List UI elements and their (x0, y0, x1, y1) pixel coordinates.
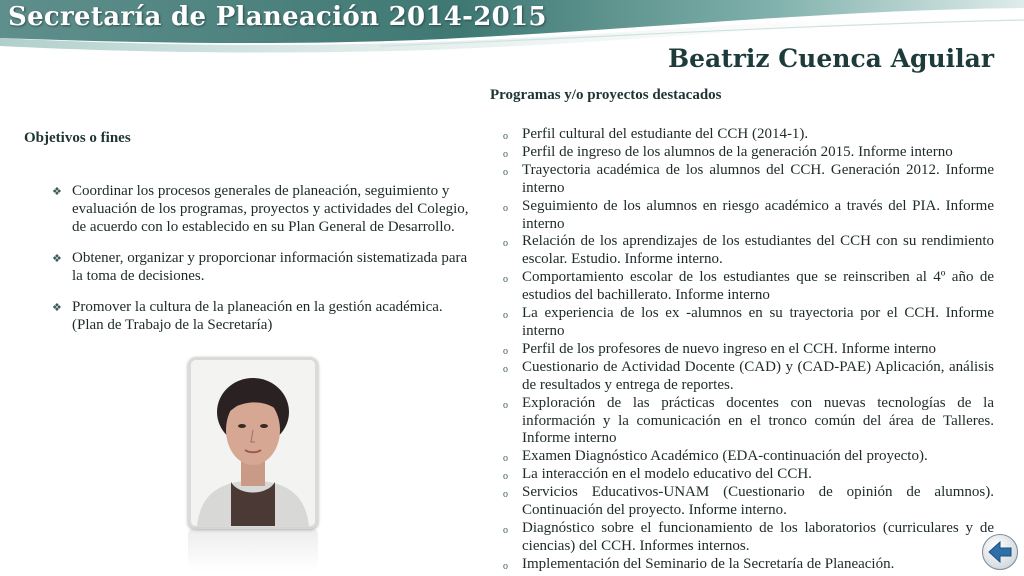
program-text: Seguimiento de los alumnos en riesgo académico a través del PIA. Informe interno (522, 197, 994, 232)
program-text: La interacción en el modelo educativo del CCH. (522, 466, 812, 483)
program-text: Perfil de ingreso de los alumnos de la generación 2015. Informe interno (522, 143, 953, 160)
program-item (503, 126, 994, 144)
programs-heading: Programas y/o proyectos destacados (490, 87, 722, 103)
program-text: Diagnóstico sobre el funcionamiento de los laboratorios (curriculares y de ciencias) del CCH. Informes internos. (522, 519, 994, 554)
program-text: Implementación del Seminario de la Secretaría de Planeación. (522, 555, 895, 572)
photo-reflection (188, 527, 318, 571)
back-arrow-icon (981, 533, 1019, 571)
program-text: Examen Diagnóstico Académico (EDA-continuación del proyecto). (522, 448, 928, 465)
circle-bullet-icon: o (503, 238, 508, 250)
portrait-photo (188, 357, 318, 529)
objective-text: Promover la cultura de la planeación en la gestión académica. (Plan de Trabajo de la Secretaría) (72, 299, 443, 333)
program-text: Exploración de las prácticas docentes con nuevas tecnologías de la información y la comunicación en el tronco común del área de Talleres. Informe interno (522, 394, 994, 447)
circle-bullet-icon: o (503, 471, 508, 483)
program-item (503, 359, 994, 395)
program-text: Trayectoria académica de los alumnos del CCH. Generación 2012. Informe interno (522, 161, 994, 196)
program-item (503, 556, 994, 574)
objectives-heading: Objetivos o fines (24, 130, 131, 146)
circle-bullet-icon: o (503, 274, 508, 286)
diamond-bullet-icon: ❖ (52, 302, 62, 314)
objective-item (52, 249, 472, 285)
program-text: Perfil de los profesores de nuevo ingreso en el CCH. Informe interno (522, 340, 937, 357)
program-item (503, 395, 994, 449)
program-item (503, 305, 994, 341)
program-text: La experiencia de los ex -alumnos en su trayectoria por el CCH. Informe interno (522, 305, 994, 339)
circle-bullet-icon: o (503, 524, 508, 536)
program-item (503, 466, 994, 484)
program-item (503, 269, 994, 305)
program-item (503, 233, 994, 269)
objective-item (52, 298, 472, 334)
circle-bullet-icon: o (503, 310, 508, 322)
circle-bullet-icon: o (503, 166, 508, 178)
circle-bullet-icon: o (503, 560, 508, 572)
program-item (503, 198, 994, 234)
circle-bullet-icon: o (503, 489, 508, 501)
header-title: Secretaría de Planeación 2014-2015 (8, 2, 547, 32)
circle-bullet-icon: o (503, 345, 508, 357)
back-button[interactable] (981, 533, 1019, 571)
portrait-illustration (191, 360, 315, 526)
circle-bullet-icon: o (503, 363, 508, 375)
objective-item (52, 182, 472, 236)
circle-bullet-icon: o (503, 399, 508, 411)
program-text: Servicios Educativos-UNAM (Cuestionario de opinión de alumnos). Continuación del proyecto. Informe interno. (522, 484, 994, 519)
program-item (503, 341, 994, 359)
circle-bullet-icon: o (503, 148, 508, 160)
program-item (503, 484, 994, 520)
program-text: Relación de los aprendizajes de los estudiantes del CCH con su rendimiento escolar. Estudio. Informe interno. (522, 233, 994, 268)
program-item (503, 448, 994, 466)
circle-bullet-icon: o (503, 453, 508, 465)
objective-text: Coordinar los procesos generales de planeación, seguimiento y evaluación de los programas, proyectos y actividades del Colegio, de acuerdo con lo establecido en su Plan General de Desarrollo. (72, 183, 469, 235)
program-text: Comportamiento escolar de los estudiantes que se reinscriben al 4º año de estudios del bachillerato. Informe interno (522, 269, 994, 304)
program-item (503, 144, 994, 162)
circle-bullet-icon: o (503, 202, 508, 214)
program-text: Cuestionario de Actividad Docente (CAD) y (CAD-PAE) Aplicación, análisis de resultados y entrega de reportes. (522, 358, 994, 393)
programs-list (503, 126, 994, 574)
diamond-bullet-icon: ❖ (52, 186, 62, 198)
program-item (503, 520, 994, 556)
person-name: Beatriz Cuenca Aguilar (667, 44, 994, 73)
program-text: Perfil cultural del estudiante del CCH (2014-1). (522, 126, 809, 142)
objective-text: Obtener, organizar y proporcionar información sistematizada para la toma de decisiones. (72, 250, 468, 284)
objectives-list (52, 182, 472, 347)
diamond-bullet-icon: ❖ (52, 253, 62, 265)
circle-bullet-icon: o (503, 131, 508, 142)
program-item (503, 162, 994, 198)
